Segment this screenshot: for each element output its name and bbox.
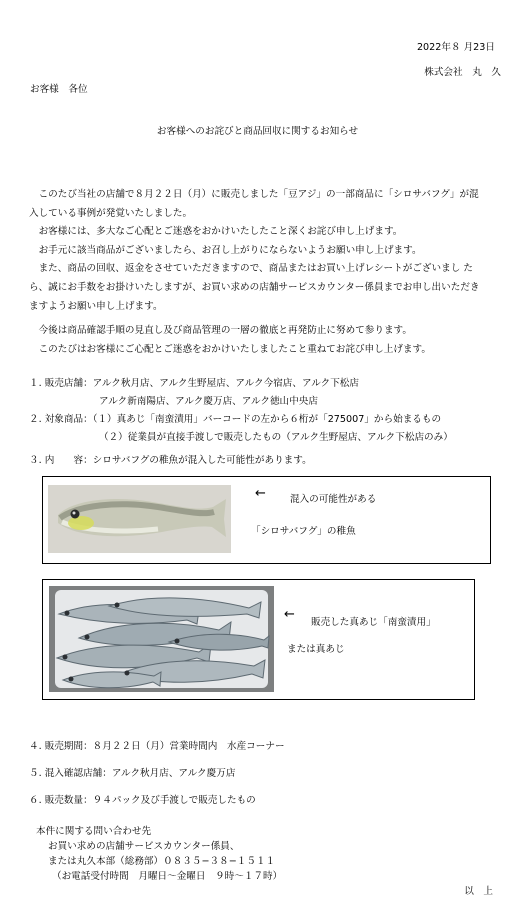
addressee: お客様 各位 bbox=[30, 84, 88, 95]
item-products: ２. 対象商品：（１）真あじ「南蛮漬用」バーコードの左から６桁が「275007」から始まるもの bbox=[29, 414, 442, 425]
horse-mackerel-figure bbox=[42, 579, 475, 700]
contact-heading: 本件に関する問い合わせ先 bbox=[36, 826, 152, 837]
intro-line: また、商品の回収、返金をさせていただきますので、商品またはお買い上げレシートがございまし た bbox=[38, 263, 473, 275]
horse-mackerel-photo bbox=[49, 586, 274, 692]
intro-line: ますようお願い申し上げます。 bbox=[29, 300, 163, 312]
arrow-left-icon: ← bbox=[284, 607, 295, 622]
closing-line: このたびはお客様にご心配とご迷惑をおかけいたしましたこと重ねてお詫び申し上げます。 bbox=[38, 343, 431, 355]
intro-line: お手元に該当商品がございましたら、お召し上がりにならないようお願い申し上げます。 bbox=[38, 244, 422, 256]
intro-line: このたび当社の店舗で８月２２日（月）に販売しました「豆アジ」の一部商品に「シロサバフグ」が混 bbox=[38, 189, 479, 200]
item-stores: １. 販売店舗：アルク秋月店、アルク生野屋店、アルク今宿店、アルク下松店 bbox=[29, 378, 359, 389]
page-title: お客様へのお詫びと商品回収に関するお知らせ bbox=[156, 126, 359, 137]
intro-paragraph bbox=[29, 186, 507, 316]
item-products-continued: （２）従業員が直接手渡しで販売したもの（アルク生野屋店、アルク下松店のみ） bbox=[99, 432, 453, 443]
closing-mark: 以 上 bbox=[464, 886, 493, 897]
figure2-caption-2: または真あじ bbox=[287, 644, 345, 655]
intro-line: お客様には、多大なご心配とご迷惑をおかけいたしたこと深くお詫び申し上げます。 bbox=[38, 226, 403, 238]
pufferfish-photo bbox=[48, 485, 231, 553]
item-period: ４. 販売期間：８月２２日（月）営業時間内 水産コーナー bbox=[29, 741, 285, 752]
item-content: ３. 内 容：シロサバフグの稚魚が混入した可能性があります。 bbox=[29, 455, 312, 466]
item-confirmed-stores: ５. 混入確認店舗：アルク秋月店、アルク慶万店 bbox=[29, 768, 236, 779]
item-quantity: ６. 販売数量：９４パック及び手渡しで販売したもの bbox=[29, 795, 256, 806]
pufferfish-figure bbox=[42, 476, 491, 564]
figure1-caption-1: 混入の可能性がある bbox=[290, 494, 377, 505]
arrow-left-icon: ← bbox=[255, 486, 266, 501]
notice-date: 2022年８ 月23日 bbox=[416, 42, 495, 53]
contact-hours: （お電話受付時間 月曜日～金曜日 ９時～１７時） bbox=[52, 871, 283, 882]
contact-line: お買い求めの店舗サービスカウンター係員、 bbox=[48, 841, 240, 852]
closing-line: 今後は商品確認手順の見直し及び商品管理の一層の徹底と再発防止に努めて参ります。 bbox=[38, 325, 412, 336]
company-name: 株式会社 丸 久 bbox=[424, 67, 501, 78]
contact-phone: または丸久本部（総務部）０８３５−３８−１５１１ bbox=[48, 856, 276, 867]
closing-paragraph bbox=[29, 322, 507, 359]
figure1-caption-2: 「シロサバフグ」の稚魚 bbox=[251, 526, 356, 537]
intro-line: 入している事例が発覚いたしました。 bbox=[29, 207, 193, 219]
figure2-caption-1: 販売した真あじ「南蛮漬用」 bbox=[311, 617, 436, 628]
item-stores-continued: アルク新南陽店、アルク慶万店、アルク徳山中央店 bbox=[99, 396, 318, 407]
intro-line: ら、誠にお手数をお掛けいたしますが、お買い求めの店舗サービスカウンター係員までお申し出いただき bbox=[29, 281, 480, 293]
